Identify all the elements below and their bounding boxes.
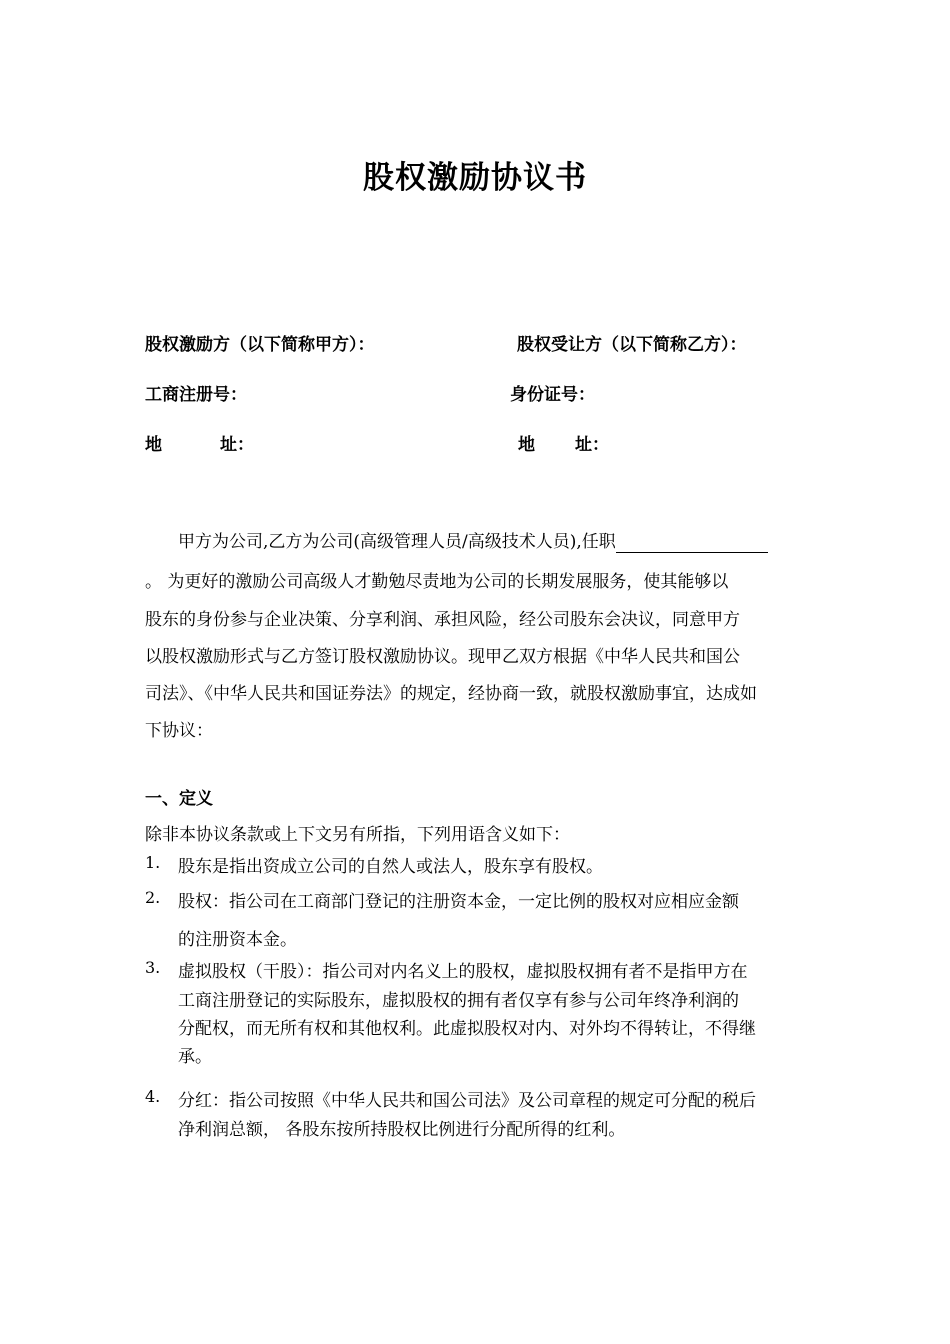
preamble-line-6: 下协议： [145, 721, 213, 741]
preamble-line-1-text: 甲方为公司,乙方为公司(高级管理人员/高级技术人员),任职 [178, 532, 616, 552]
preamble-line-1 [178, 527, 768, 553]
item-number: 4. [145, 1087, 161, 1106]
item-3-line-4: 承。 [178, 1047, 212, 1067]
item-4-line-1: 分红：指公司按照《中华人民共和国公司法》及公司章程的规定可分配的税后 [178, 1091, 756, 1111]
item-3-line-1: 虚拟股权（干股）：指公司对内名义上的股权，虚拟股权拥有者不是指甲方在 [178, 962, 748, 982]
item-number: 1. [145, 853, 161, 872]
item-2-line-1: 股权：指公司在工商部门登记的注册资本金，一定比例的股权对应相应金额 [178, 892, 739, 912]
id-number-label: 身份证号： [510, 385, 595, 405]
preamble-line-4: 以股权激励形式与乙方签订股权激励协议。现甲乙双方根据《中华人民共和国公 [145, 647, 740, 667]
position-blank-line [616, 532, 768, 553]
party-a-address-label-char2: 址： [220, 435, 254, 455]
item-number: 2. [145, 888, 161, 907]
party-b-label: 股权受让方（以下简称乙方）： [517, 335, 747, 355]
party-b-address-label-char2: 址： [575, 435, 609, 455]
item-2-line-2: 的注册资本金。 [178, 930, 297, 950]
item-number: 3. [145, 958, 161, 977]
item-3-line-3: 分配权，而无所有权和其他权利。此虚拟股权对内、对外均不得转让，不得继 [178, 1019, 756, 1039]
document-title: 股权激励协议书 [363, 160, 587, 196]
preamble-line-5: 司法》、《中华人民共和国证券法》的规定，经协商一致，就股权激励事宜，达成如 [145, 684, 757, 704]
party-a-label: 股权激励方（以下简称甲方）： [145, 335, 375, 355]
section-heading-definitions: 一、定义 [145, 789, 213, 809]
item-1-line-1: 股东是指出资成立公司的自然人或法人，股东享有股权。 [178, 857, 603, 877]
item-4-line-2: 净利润总额， 各股东按所持股权比例进行分配所得的红利。 [178, 1120, 626, 1140]
party-a-address-label-char1: 地 [145, 435, 162, 455]
definitions-intro: 除非本协议条款或上下文另有所指，下列用语含义如下： [145, 825, 570, 845]
party-b-address-label-char1: 地 [518, 435, 535, 455]
preamble-line-3: 股东的身份参与企业决策、分享利润、承担风险，经公司股东会决议，同意甲方 [145, 610, 740, 630]
registration-number-label: 工商注册号： [145, 385, 247, 405]
item-3-line-2: 工商注册登记的实际股东，虚拟股权的拥有者仅享有参与公司年终净利润的 [178, 991, 739, 1011]
preamble-line-2: 。 为更好的激励公司高级人才勤勉尽责地为公司的长期发展服务，使其能够以 [145, 572, 729, 592]
